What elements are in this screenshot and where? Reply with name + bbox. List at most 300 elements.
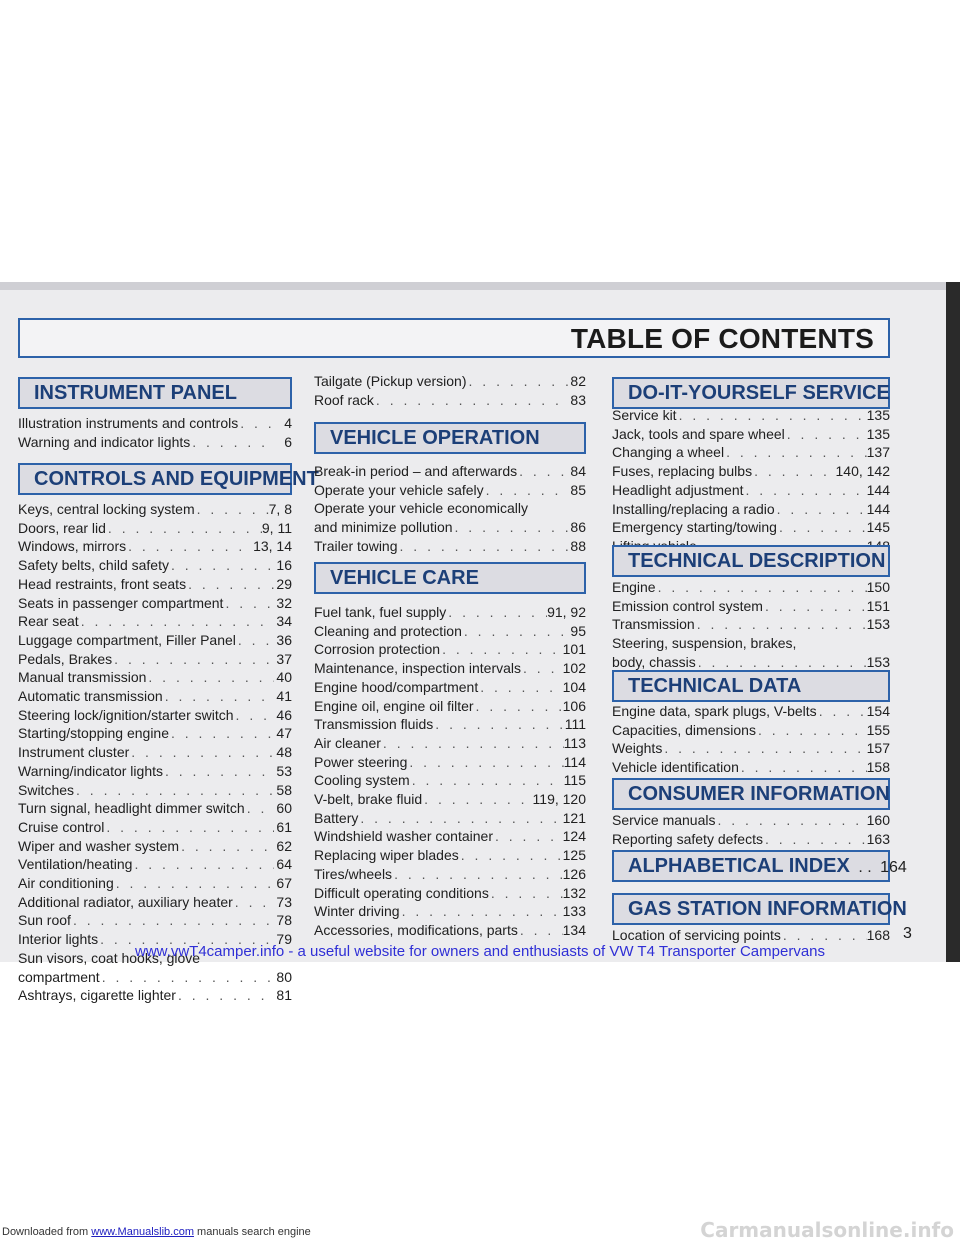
toc-entry[interactable] [18,668,292,687]
section-header-tech-data[interactable]: TECHNICAL DATA [612,670,890,702]
toc-entry-page: 41 [276,688,292,705]
toc-entry-title: Operate your vehicle economically [314,500,528,517]
dot-leader [169,556,274,575]
toc-entry[interactable] [18,781,292,800]
dot-leader [74,781,274,800]
toc-entry-page: 101 [562,641,586,658]
toc-entry-page: 132 [562,884,586,901]
toc-entry-title: Replacing wiper blades [314,847,459,864]
toc-entry-title: Vehicle identification [612,759,739,776]
toc-entry[interactable] [314,640,586,659]
toc-entry-title: Starting/stopping engine [18,725,169,742]
toc-entry[interactable] [18,612,292,631]
dot-leader [756,721,867,740]
toc-entry[interactable] [18,743,292,762]
toc-entry[interactable] [18,631,292,650]
toc-entry-title: Windshield washer container [314,828,493,845]
toc-entry-page: 153 [866,616,890,633]
toc-entry[interactable] [612,406,890,425]
toc-entry-title: Engine hood/compartment [314,678,479,695]
toc-entry-title: Windows, mirrors [18,538,127,555]
toc-entry-page: 79 [276,931,292,948]
toc-entry[interactable] [612,518,890,537]
section-header-vehicle-operation[interactable]: VEHICLE OPERATION [314,422,586,454]
toc-entry-page: 13, 14 [253,538,292,555]
footer-website-link[interactable]: www.vwT4camper.info - a useful website for owners and enthusiasts of VW T4 Transporter Campervans [134,943,826,960]
toc-entry[interactable] [314,372,586,391]
toc-entry[interactable] [18,556,292,575]
toc-entry-page: 16 [276,557,292,574]
page-top-edge [0,282,960,290]
toc-entry-title: Weights [612,740,663,757]
toc-entry-title: Installing/replacing a radio [612,500,775,517]
toc-entry[interactable] [612,462,890,481]
toc-entry-page: 58 [276,781,292,798]
toc-entry[interactable] [314,518,586,537]
toc-entry-title: Interior lights [18,931,99,948]
dot-leader [484,481,568,500]
toc-entry-title: Transmission [612,616,695,633]
toc-entry-page: 86 [570,519,586,536]
toc-entry-title: Air cleaner [314,734,381,751]
toc-entry-title: Engine oil, engine oil filter [314,697,474,714]
dot-leader [518,921,563,940]
toc-entry-title: Corrosion protection [314,641,441,658]
dot-leader [781,926,867,945]
list-gas [612,926,890,945]
dot-leader [179,837,274,856]
toc-entry-page: 73 [276,893,292,910]
toc-entry-title: Doors, rear lid [18,519,106,536]
toc-entry-title: Cleaning and protection [314,622,462,639]
toc-entry-page: 84 [570,463,586,479]
dot-leader [407,753,563,772]
section-header-controls[interactable]: CONTROLS AND EQUIPMENT [18,463,292,495]
toc-entry[interactable] [18,855,292,874]
toc-entry-title: Switches [18,781,75,798]
toc-entry[interactable] [612,653,890,672]
toc-entry[interactable] [314,753,586,772]
section-header-instrument-panel[interactable]: INSTRUMENT PANEL [18,377,292,409]
toc-entry[interactable] [314,537,586,556]
list-controls [18,500,292,1005]
toc-entry[interactable] [612,578,890,597]
watermark-logo: Carmanualsonline.info [700,1218,954,1242]
dot-leader [453,518,568,537]
toc-entry[interactable] [314,865,586,884]
page-right-edge [946,282,960,962]
toc-entry-page: 144 [866,500,890,517]
toc-entry-page: 9, 11 [261,519,292,536]
toc-entry-page: 150 [866,579,890,595]
toc-entry-title: Transmission fluids [314,716,434,733]
toc-entry-page: 145 [866,519,890,536]
toc-entry[interactable] [612,721,890,740]
list-tech-desc [612,578,890,672]
toc-entry[interactable] [18,799,292,818]
dot-leader [459,846,563,865]
dot-leader [195,500,269,519]
dot-leader [100,968,274,987]
dot-leader [400,902,563,921]
toc-entry-page: 134 [562,921,586,938]
toc-entry-page: 32 [276,594,292,611]
toc-entry-page: 48 [276,744,292,761]
dot-leader [176,986,274,1005]
toc-entry-page: 168 [866,927,890,943]
toc-entry-page: 151 [866,597,890,614]
toc-entry[interactable] [612,615,890,634]
dot-leader [238,414,274,433]
section-header-tech-desc[interactable]: TECHNICAL DESCRIPTION [612,545,890,577]
toc-entry[interactable] [18,762,292,781]
list-instrument-panel [18,414,292,451]
dot-leader [422,790,532,809]
toc-entry-title: Tires/wheels [314,865,393,882]
section-header-diy[interactable]: DO-IT-YOURSELF SERVICE [612,377,890,409]
section-header-vehicle-care[interactable]: VEHICLE CARE [314,562,586,594]
toc-entry-page: 133 [562,903,586,920]
toc-entry[interactable] [314,827,586,846]
toc-entry[interactable] [18,650,292,669]
toc-entry[interactable] [18,893,292,912]
toc-entry-page: 106 [562,697,586,714]
dot-leader [763,830,867,849]
toc-entry[interactable] [18,519,292,538]
toc-entry-page: 53 [276,762,292,779]
dot-leader [163,687,274,706]
page-number: 3 [903,925,912,942]
dot-leader [71,911,274,930]
toc-entry-title: Fuel tank, fuel supply [314,604,447,620]
toc-entry-title: Keys, central locking system [18,501,195,517]
toc-entry-title: Instrument cluster [18,744,130,761]
toc-entry[interactable] [18,433,292,452]
dot-leader [433,715,564,734]
dot-leader [440,640,563,659]
toc-entry-title: Headlight adjustment [612,481,744,498]
toc-entry-title: Additional radiator, auxiliary heater [18,893,233,910]
toc-entry-title: Battery [314,809,359,826]
toc-entry-page: 91, 92 [547,604,586,620]
toc-entry[interactable] [18,687,292,706]
dot-leader [785,425,867,444]
dot-leader [106,519,262,538]
toc-entry-title: Illustration instruments and controls [18,415,239,431]
dot-leader [236,631,274,650]
toc-entry-title: Emission control system [612,597,763,614]
toc-entry-title: Service manuals [612,812,716,828]
toc-entry-title: Location of servicing points [612,927,781,943]
toc-entry[interactable] [612,811,890,830]
dot-leader [817,702,867,721]
toc-entry-title: Automatic transmission [18,688,163,705]
dot-leader [245,799,274,818]
dot-leader [163,762,274,781]
dot-leader [132,855,274,874]
toc-entry[interactable] [612,425,890,444]
toc-entry-page: 62 [276,837,292,854]
toc-entry-page: 80 [276,968,292,985]
toc-entry[interactable] [612,443,890,462]
toc-entry[interactable] [314,884,586,903]
toc-entry-page: 154 [866,703,890,719]
toc-title-box [18,318,890,358]
dot-leader [410,771,564,790]
dot-leader [763,597,867,616]
toc-entry[interactable] [18,818,292,837]
toc-entry-page: 34 [276,613,292,630]
toc-entry-page: 114 [563,753,586,770]
toc-entry[interactable] [314,734,586,753]
toc-entry[interactable] [18,706,292,725]
dot-leader [775,500,867,519]
toc-entry[interactable] [314,715,586,734]
toc-entry-page: 119, 120 [532,791,586,808]
toc-entry[interactable] [314,921,586,940]
list-diy [612,406,890,556]
index-label: ALPHABETICAL INDEX [628,855,850,877]
dot-leader [223,594,274,613]
toc-entry-page: 7, 8 [268,501,292,517]
toc-entry[interactable] [612,758,890,777]
toc-entry-page: 124 [562,828,586,845]
toc-entry-title: compartment [18,968,100,985]
section-header-index[interactable]: ALPHABETICAL INDEX . . 164 [612,850,890,882]
toc-entry-title: Emergency starting/towing [612,519,777,536]
toc-entry[interactable] [18,837,292,856]
toc-entry[interactable] [18,986,292,1005]
toc-entry-title: Head restraints, front seats [18,575,187,592]
toc-entry[interactable] [612,597,890,616]
toc-entry-title: Engine data, spark plugs, V-belts [612,703,817,719]
toc-entry[interactable] [612,830,890,849]
toc-entry-title: Cruise control [18,818,105,835]
toc-entry[interactable] [18,911,292,930]
dot-leader [190,433,274,452]
dot-leader [381,734,564,753]
toc-entry-title: Engine [612,579,656,595]
toc-entry-page: 37 [276,650,292,667]
list-tech-data [612,702,890,777]
dot-leader [169,724,274,743]
dot-leader [478,678,562,697]
toc-entry-page: 125 [562,847,586,864]
toc-entry-title: Steering, suspension, brakes, [612,635,797,652]
toc-entry-title: Luggage compartment, Filler Panel [18,631,236,648]
toc-entry-page: 67 [276,875,292,892]
toc-entry[interactable] [612,481,890,500]
toc-entry-title: Winter driving [314,903,400,920]
toc-entry[interactable] [18,537,292,556]
toc-entry-page: 135 [866,425,890,442]
toc-entry-title: Jack, tools and spare wheel [612,425,785,442]
dot-leader [398,537,568,556]
dot-leader [233,893,274,912]
dot-leader [462,622,568,641]
toc-entry[interactable] [314,481,586,500]
toc-entry[interactable] [314,462,586,481]
toc-entry-title: Warning/indicator lights [18,762,163,779]
toc-entry-title: Maintenance, inspection intervals [314,660,522,677]
dot-leader [467,372,568,391]
dot-leader [716,811,867,830]
toc-entry-page: 111 [564,716,586,733]
toc-entry[interactable] [18,968,292,987]
page-title: TABLE OF CONTENTS [570,323,874,354]
toc-entry[interactable] [612,926,890,945]
dot-leader [662,739,866,758]
toc-entry-title: Turn signal, headlight dimmer switch [18,800,245,817]
toc-entry-title: Pedals, Brakes [18,650,113,667]
dot-leader [739,758,867,777]
toc-entry[interactable] [314,622,586,641]
dot-leader [656,578,867,597]
toc-entry-title: Power steering [314,753,408,770]
dot-leader [79,612,274,631]
toc-entry-page: 163 [866,830,890,847]
dot-leader [392,865,563,884]
dot-leader [112,650,274,669]
toc-entry-page: 88 [570,537,586,554]
toc-entry[interactable] [18,414,292,433]
toc-entry[interactable] [314,697,586,716]
toc-entry[interactable] [18,500,292,519]
toc-entry-title: Capacities, dimensions [612,721,756,738]
toc-entry[interactable] [314,846,586,865]
dot-leader [234,706,274,725]
toc-entry[interactable] [612,634,890,653]
toc-entry-title: Ventilation/heating [18,856,133,873]
toc-entry-page: 4 [284,415,292,431]
toc-entry-title: Break-in period – and afterwards [314,463,518,479]
toc-entry-page: 82 [570,373,586,389]
dot-leader [724,443,867,462]
dot-leader [777,518,867,537]
toc-entry-page: 115 [563,772,586,789]
toc-entry-page: 61 [276,818,292,835]
toc-entry-page: 153 [866,653,890,670]
dot-leader [489,884,563,903]
toc-entry-page: 60 [276,800,292,817]
dot-leader [493,827,563,846]
toc-entry[interactable] [314,790,586,809]
toc-entry[interactable] [314,603,586,622]
dot-leader [696,653,867,672]
toc-entry-page: 135 [866,407,890,423]
toc-entry-title: Difficult operating conditions [314,884,489,901]
toc-entry-page: 95 [570,622,586,639]
toc-entry-page: 36 [276,631,292,648]
toc-entry-title: Roof rack [314,391,374,408]
toc-entry[interactable] [18,874,292,893]
dot-leader [374,391,568,410]
toc-entry-title: Air conditioning [18,875,114,892]
toc-entry-title: V-belt, brake fluid [314,791,423,808]
toc-entry[interactable] [314,391,586,410]
dot-leader [446,603,547,622]
toc-entry[interactable] [314,499,586,518]
toc-entry-title: Seats in passenger compartment [18,594,224,611]
toc-entry-page: 29 [276,575,292,592]
list-col2-top [314,372,586,409]
toc-entry-title: Operate your vehicle safely [314,481,484,498]
toc-entry-page: 64 [276,856,292,873]
dot-leader [517,462,568,481]
toc-entry-page: 104 [562,678,586,695]
toc-entry-page: 126 [562,865,586,882]
toc-entry-page: 121 [562,809,586,826]
dot-leader [114,874,274,893]
toc-entry-title: Manual transmission [18,669,147,686]
toc-entry-title: Reporting safety defects [612,830,763,847]
section-header-consumer[interactable]: CONSUMER INFORMATION [612,778,890,810]
dot-leader [126,537,253,556]
toc-entry-page: 137 [866,444,890,461]
dot-leader [521,659,563,678]
toc-entry[interactable] [612,739,890,758]
toc-entry[interactable] [314,902,586,921]
toc-entry-page: 6 [284,433,292,450]
toc-entry-page: 81 [276,987,292,1004]
section-header-gas[interactable]: GAS STATION INFORMATION [612,893,890,925]
dot-leader [744,481,867,500]
toc-entry[interactable] [18,594,292,613]
toc-entry-page: 157 [866,740,890,757]
toc-entry-page: 155 [866,721,890,738]
dot-leader [695,615,867,634]
toc-entry-page: 40 [276,669,292,686]
toc-entry-page: 144 [866,481,890,498]
toc-entry-title: Changing a wheel [612,444,725,461]
toc-entry-title: body, chassis [612,653,696,670]
dot-leader [146,668,274,687]
toc-entry-title: Rear seat [18,613,79,630]
list-consumer [612,811,890,848]
index-page: 164 [880,859,907,876]
toc-entry-title: Steering lock/ignition/starter switch [18,706,234,723]
toc-entry-title: Warning and indicator lights [18,433,191,450]
toc-entry[interactable] [18,724,292,743]
toc-entry-page: 85 [570,481,586,498]
toc-entry[interactable] [314,771,586,790]
toc-entry-page: 160 [866,812,890,828]
dot-leader [474,697,563,716]
toc-entry[interactable] [314,678,586,697]
toc-entry-title: Trailer towing [314,537,398,554]
dot-leader [677,406,867,425]
toc-entry[interactable] [612,702,890,721]
toc-entry-title: Service kit [612,407,677,423]
toc-entry[interactable] [314,659,586,678]
list-vehicle-operation [314,462,586,556]
toc-entry-page: 158 [866,759,890,776]
toc-entry-page: 113 [563,734,586,751]
toc-entry-title: Fuses, replacing bulbs [612,463,753,480]
toc-entry-page: 78 [276,912,292,929]
dot-leader [104,818,274,837]
toc-entry-title: Wiper and washer system [18,837,180,854]
toc-entry-title: Cooling system [314,772,410,789]
toc-entry-title: Safety belts, child safety [18,557,169,574]
toc-entry[interactable] [314,809,586,828]
toc-entry-page: 47 [276,725,292,742]
toc-entry[interactable] [18,575,292,594]
toc-entry-title: Accessories, modifications, parts [314,921,518,938]
toc-entry[interactable] [612,500,890,519]
toc-entry-title: Sun visors, coat hooks, glove [18,949,201,966]
manualslib-link[interactable]: www.Manualslib.com [91,1226,194,1238]
